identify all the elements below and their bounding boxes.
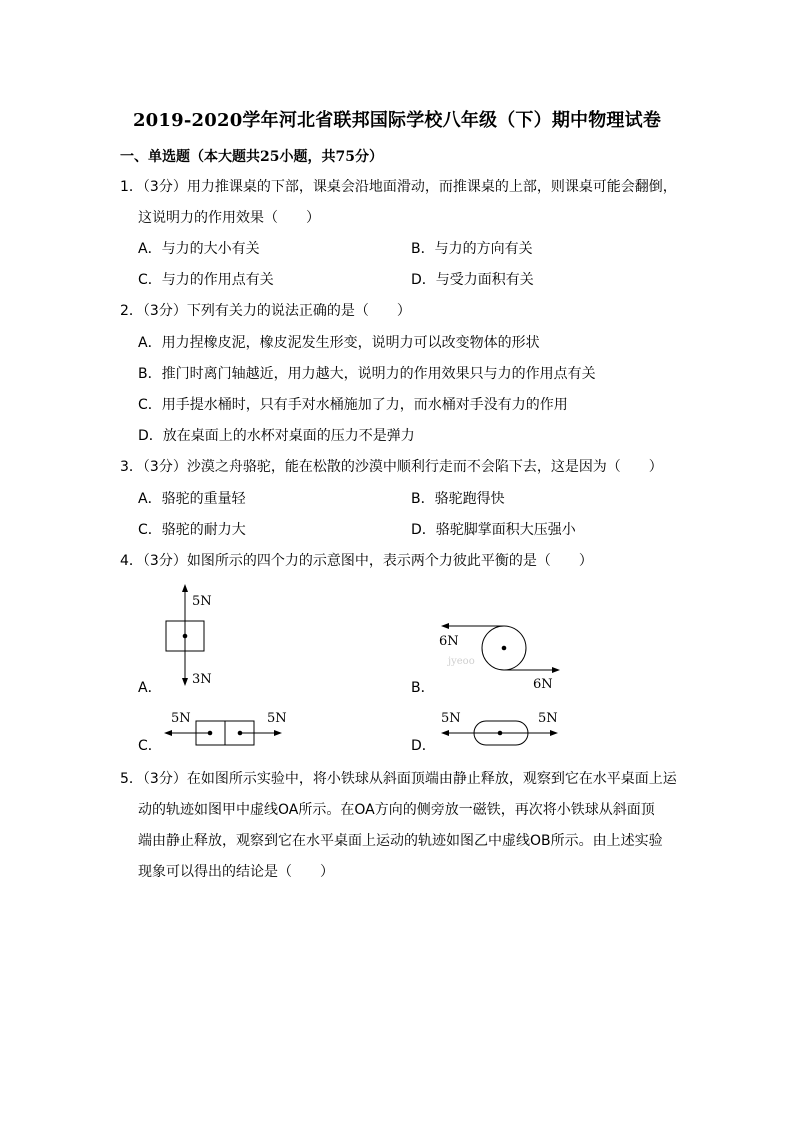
figure-c-right-force-label: 5N — [267, 711, 287, 726]
figure-b-left-arrowhead — [441, 623, 449, 629]
question-5-stem-cont-2: 端由静止释放，观察到它在水平桌面上运动的轨迹如图乙中虚线OB所示。由上述实验 — [138, 833, 663, 849]
question-3-stem: 3．（3分）沙漠之舟骆驼，能在松散的沙漠中顺利行走而不会陷下去，这是因为（ ） — [120, 459, 663, 475]
figure-a-label: A． — [138, 680, 162, 696]
figure-c-left-force-label: 5N — [171, 711, 191, 726]
question-1-stem: 1．（3分）用力推课桌的下部，课桌会沿地面滑动，而推课桌的上部，则课桌可能会翻倒， — [120, 179, 677, 195]
figure-d-right-arrowhead — [550, 730, 558, 736]
question-3-option-c: C．骆驼的耐力大 — [138, 522, 246, 538]
question-2-stem: 2．（3分）下列有关力的说法正确的是（ ） — [120, 303, 411, 319]
question-1-option-a: A．与力的大小有关 — [138, 241, 260, 257]
figure-a-bottom-force-label: 3N — [192, 672, 212, 687]
figure-a-top-force-label: 5N — [192, 594, 212, 609]
question-5-stem-cont-1: 动的轨迹如图甲中虚线OA所示。在OA方向的侧旁放一磁铁，再次将小铁球从斜面顶 — [138, 802, 655, 818]
figure-b-center-point — [502, 646, 507, 651]
figure-a-down-arrowhead — [182, 678, 188, 686]
figure-d-left-force-label: 5N — [441, 711, 461, 726]
question-1-option-c: C．与力的作用点有关 — [138, 272, 274, 288]
figure-b-diagram — [430, 612, 570, 694]
figure-c-label: C． — [138, 738, 162, 754]
question-1-stem-cont: 这说明力的作用效果（ ） — [138, 210, 320, 226]
question-2-option-b: B．推门时离门轴越近，用力越大，说明力的作用效果只与力的作用点有关 — [138, 366, 596, 382]
question-5-stem: 5．（3分）在如图所示实验中，将小铁球从斜面顶端由静止释放，观察到它在水平桌面上运 — [120, 771, 677, 787]
figure-b-left-force-label: 6N — [439, 634, 459, 649]
figure-c-left-arrowhead — [164, 730, 172, 736]
figure-b-right-force-label: 6N — [533, 677, 553, 692]
figure-b-right-arrowhead — [552, 667, 560, 673]
section-heading: 一、单选题（本大题共25小题，共75分） — [120, 149, 383, 165]
question-1-option-b: B．与力的方向有关 — [411, 241, 533, 257]
question-2-option-a: A．用力捏橡皮泥，橡皮泥发生形变，说明力可以改变物体的形状 — [138, 335, 540, 351]
figure-a-diagram — [150, 580, 250, 692]
question-2-option-c: C．用手提水桶时，只有手对水桶施加了力，而水桶对手没有力的作用 — [138, 397, 568, 413]
question-3-option-b: B．骆驼跑得快 — [411, 491, 505, 507]
page-title: 2019-2020学年河北省联邦国际学校八年级（下）期中物理试卷 — [132, 110, 662, 131]
question-2-option-d: D．放在桌面上的水杯对桌面的压力不是弹力 — [138, 428, 415, 444]
question-4-stem: 4．（3分）如图所示的四个力的示意图中，表示两个力彼此平衡的是（ ） — [120, 553, 593, 569]
figure-d-right-force-label: 5N — [538, 711, 558, 726]
question-3-option-a: A．骆驼的重量轻 — [138, 491, 246, 507]
figure-b-watermark: jyeoo — [448, 656, 475, 667]
figure-c-diagram — [160, 706, 290, 750]
figure-b-label: B． — [411, 680, 435, 696]
question-1-option-d: D．与受力面积有关 — [411, 272, 534, 288]
question-3-option-d: D．骆驼脚掌面积大压强小 — [411, 522, 576, 538]
figure-d-left-arrowhead — [441, 730, 449, 736]
figure-d-label: D． — [411, 738, 436, 754]
figure-a-up-arrowhead — [182, 584, 188, 592]
question-5-stem-cont-3: 现象可以得出的结论是（ ） — [138, 864, 334, 880]
figure-c-right-arrowhead — [274, 730, 282, 736]
figure-d-diagram — [436, 706, 566, 750]
